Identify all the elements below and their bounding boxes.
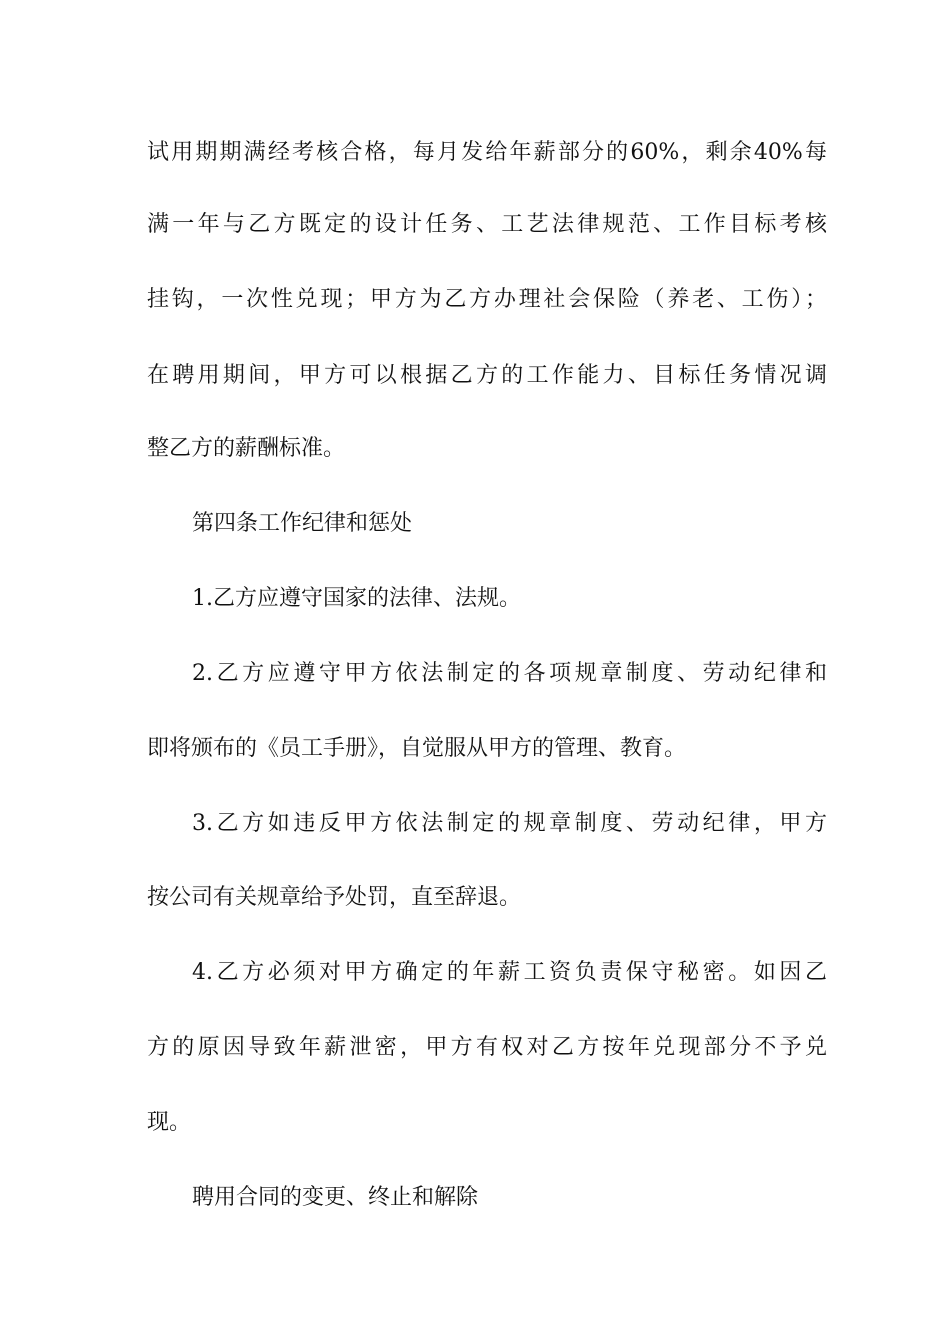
clause-4-line-1: 4.乙方必须对甲方确定的年薪工资负责保守秘密。如因乙 bbox=[192, 960, 827, 985]
section-heading-contract-changes: 聘用合同的变更、终止和解除 bbox=[192, 1185, 479, 1210]
paragraph-line-2: 满一年与乙方既定的设计任务、工艺法律规范、工作目标考核 bbox=[147, 212, 827, 237]
paragraph-line-4: 在聘用期间，甲方可以根据乙方的工作能力、目标任务情况调 bbox=[147, 363, 827, 388]
paragraph-line-5: 整乙方的薪酬标准。 bbox=[147, 436, 346, 461]
clause-4-line-3: 现。 bbox=[147, 1110, 192, 1135]
clause-2-line-1: 2.乙方应遵守甲方依法制定的各项规章制度、劳动纪律和 bbox=[192, 661, 827, 686]
section-heading-article-4: 第四条工作纪律和惩处 bbox=[192, 511, 413, 536]
paragraph-line-1: 试用期期满经考核合格，每月发给年薪部分的60%，剩余40%每 bbox=[147, 140, 827, 165]
clause-3-line-2: 按公司有关规章给予处罚，直至辞退。 bbox=[147, 885, 522, 910]
paragraph-line-3: 挂钩，一次性兑现；甲方为乙方办理社会保险（养老、工伤）； bbox=[147, 287, 827, 312]
clause-4-line-2: 方的原因导致年薪泄密，甲方有权对乙方按年兑现部分不予兑 bbox=[147, 1035, 827, 1060]
clause-1-line-1: 1.乙方应遵守国家的法律、法规。 bbox=[192, 586, 521, 611]
clause-2-line-2: 即将颁布的《员工手册》，自觉服从甲方的管理、教育。 bbox=[147, 736, 687, 761]
clause-3-line-1: 3.乙方如违反甲方依法制定的规章制度、劳动纪律，甲方 bbox=[192, 811, 827, 836]
